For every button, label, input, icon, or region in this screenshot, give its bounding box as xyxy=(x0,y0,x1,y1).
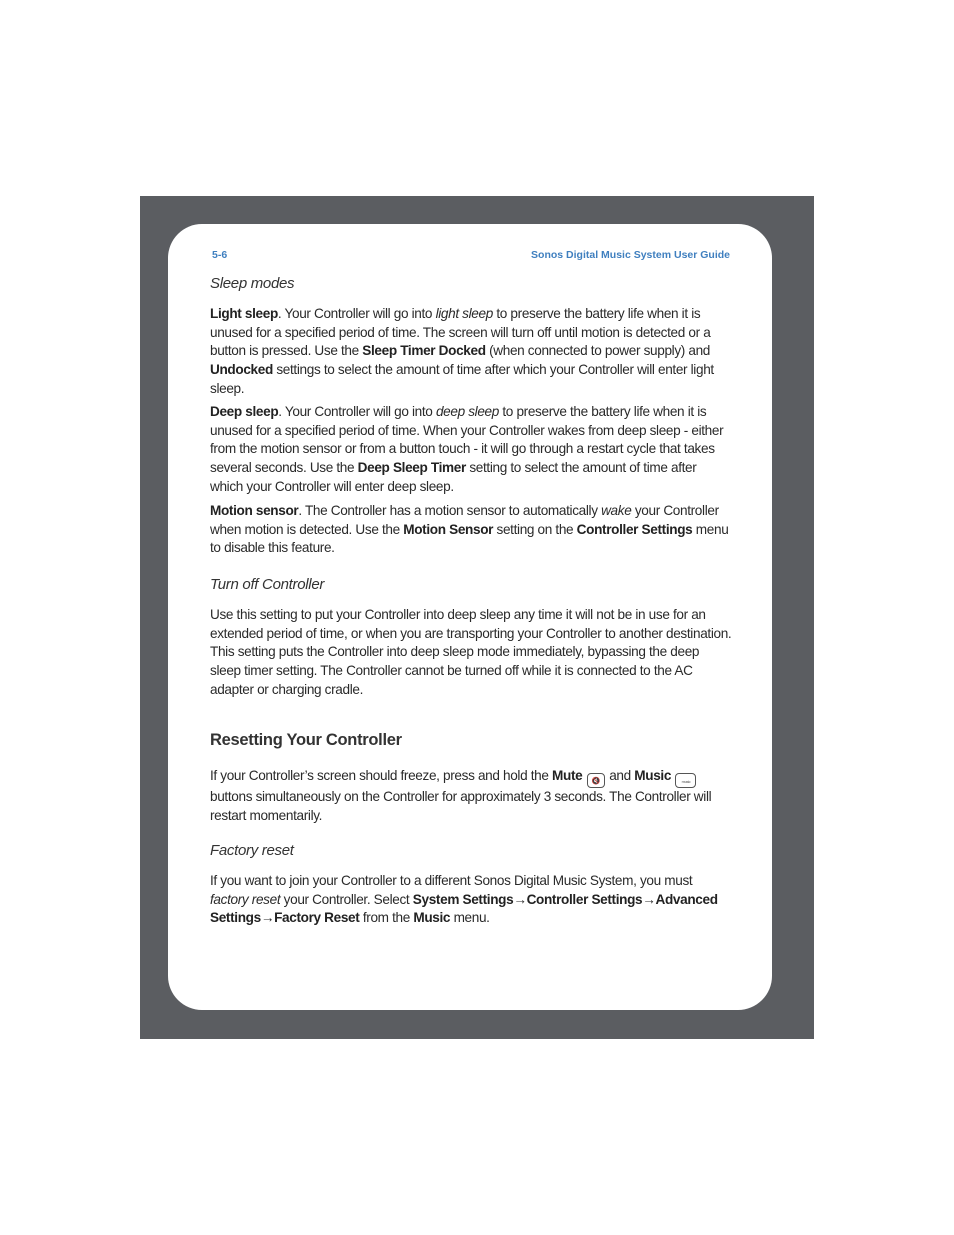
motion-sensor-term: Motion sensor xyxy=(210,503,299,518)
deep-sleep-paragraph: Deep sleep. Your Controller will go into deep sleep to preserve the battery life when it is unused for a specified period of time. When your Controller wakes from deep sleep - either from the motion sensor or from a button touch - it will go through a restart cycle that takes several seconds. Use the Deep Sleep Timer setting to select the amount of time after which your Controller will enter deep sleep. xyxy=(210,404,724,494)
light-sleep-term: Light sleep xyxy=(210,306,278,321)
resetting-paragraph: If your Controller’s screen should freeze, press and hold the Mute 🔇 and Music music buttons simultaneously on the Controller for approximately 3 seconds. The Controller will restart momentarily. xyxy=(210,768,712,823)
page-frame xyxy=(140,196,814,1039)
motion-sensor-paragraph: Motion sensor. The Controller has a motion sensor to automatically wake your Controller when motion is detected. Use the Motion Sensor setting on the Controller Settings menu to disable this feature. xyxy=(210,503,729,556)
turn-off-heading: Turn off Controller xyxy=(210,576,325,593)
factory-reset-paragraph: If you want to join your Controller to a different Sonos Digital Music System, you must factory reset your Controller. Select System Settings→Controller Settings→Advanced Settings→Factory Reset from the Music menu. xyxy=(210,873,718,926)
running-header xyxy=(210,249,730,263)
arrow-2: → xyxy=(642,891,656,907)
mute-button-icon: 🔇 xyxy=(587,773,605,788)
music-button-icon: music xyxy=(675,773,696,788)
light-sleep-paragraph: Light sleep. Your Controller will go into light sleep to preserve the battery life when it is unused for a specified period of time. The screen will turn off until motion is detected or a button is pressed. Use the Sleep Timer Docked (when connected to power supply) and Undocked settings to select the amount of time after which your Controller will enter light sleep. xyxy=(210,306,714,396)
factory-reset-heading: Factory reset xyxy=(210,842,294,859)
guide-title: Sonos Digital Music System User Guide xyxy=(531,249,730,261)
page-number: 5-6 xyxy=(212,249,228,261)
turn-off-paragraph: Use this setting to put your Controller into deep sleep any time it will not be in use for an extended period of time, or when you are transporting your Controller to another destination. This setting puts the Controller into deep sleep mode immediately, bypassing the deep sleep timer setting. The Controller cannot be turned off while it is connected to the AC adapter or charging cradle. xyxy=(210,607,732,697)
page-card xyxy=(168,224,772,1010)
resetting-heading: Resetting Your Controller xyxy=(210,731,402,749)
deep-sleep-term: Deep sleep xyxy=(210,404,279,419)
sleep-modes-heading: Sleep modes xyxy=(210,275,295,292)
arrow-1: → xyxy=(513,891,527,907)
arrow-3: → xyxy=(260,910,275,926)
